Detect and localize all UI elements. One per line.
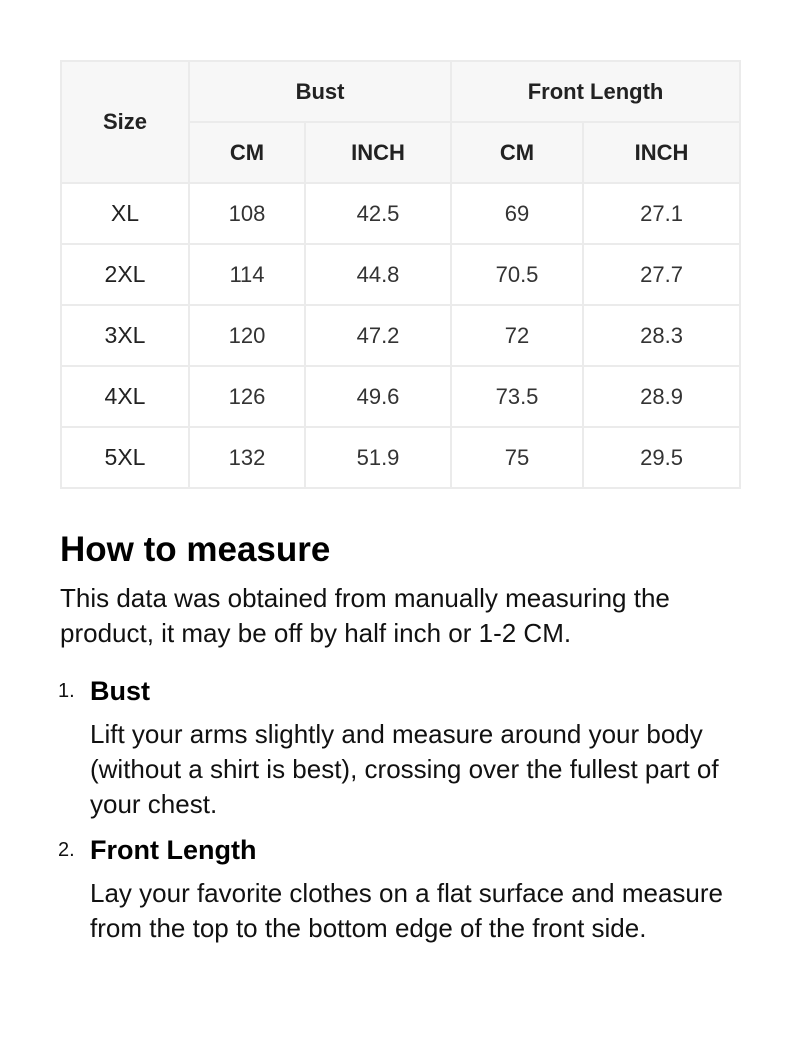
- front-cm-cell: 70.5: [451, 244, 583, 305]
- header-front-length: Front Length: [451, 61, 740, 122]
- bust-inch-cell: 49.6: [305, 366, 451, 427]
- header-size: Size: [61, 61, 189, 183]
- bust-cm-cell: 120: [189, 305, 305, 366]
- header-front-inch: INCH: [583, 122, 740, 183]
- how-to-measure-heading: How to measure: [60, 530, 331, 569]
- step-number: 1.: [58, 680, 75, 702]
- bust-inch-cell: 51.9: [305, 427, 451, 488]
- header-row-groups: [61, 61, 740, 122]
- list-item-front-length: [60, 832, 740, 946]
- bust-cm-cell: 132: [189, 427, 305, 488]
- size-cell: 2XL: [61, 244, 189, 305]
- bust-inch-cell: 42.5: [305, 183, 451, 244]
- table-row: [61, 366, 740, 427]
- table-row: [61, 244, 740, 305]
- table-row: [61, 427, 740, 488]
- size-cell: XL: [61, 183, 189, 244]
- bust-inch-cell: 47.2: [305, 305, 451, 366]
- table-header: [61, 61, 740, 183]
- bust-cm-cell: 114: [189, 244, 305, 305]
- front-cm-cell: 73.5: [451, 366, 583, 427]
- step-description: Lay your favorite clothes on a flat surface and measure from the top to the bottom edge of the front side.: [90, 878, 724, 943]
- header-bust: Bust: [189, 61, 451, 122]
- size-cell: 5XL: [61, 427, 189, 488]
- size-guide-page: [60, 60, 740, 956]
- front-cm-cell: 69: [451, 183, 583, 244]
- size-chart-table: [60, 60, 741, 489]
- bust-inch-cell: 44.8: [305, 244, 451, 305]
- measurement-disclaimer: This data was obtained from manually measuring the product, it may be off by half inch or 1-2 CM.: [60, 583, 670, 648]
- step-title: Bust: [90, 676, 150, 706]
- front-inch-cell: 28.3: [583, 305, 740, 366]
- front-cm-cell: 75: [451, 427, 583, 488]
- front-inch-cell: 28.9: [583, 366, 740, 427]
- front-cm-cell: 72: [451, 305, 583, 366]
- step-number: 2.: [58, 839, 75, 861]
- table-row: [61, 183, 740, 244]
- bust-cm-cell: 126: [189, 366, 305, 427]
- header-front-cm: CM: [451, 122, 583, 183]
- size-cell: 3XL: [61, 305, 189, 366]
- header-bust-inch: INCH: [305, 122, 451, 183]
- header-bust-cm: CM: [189, 122, 305, 183]
- list-item-bust: [60, 673, 740, 822]
- step-title: Front Length: [90, 835, 257, 865]
- step-description: Lift your arms slightly and measure around your body (without a shirt is best), crossing over the fullest part of your chest.: [90, 719, 719, 819]
- front-inch-cell: 29.5: [583, 427, 740, 488]
- front-inch-cell: 27.7: [583, 244, 740, 305]
- bust-cm-cell: 108: [189, 183, 305, 244]
- table-body: [61, 183, 740, 488]
- table-row: [61, 305, 740, 366]
- measurement-steps-list: [60, 673, 740, 946]
- front-inch-cell: 27.1: [583, 183, 740, 244]
- size-cell: 4XL: [61, 366, 189, 427]
